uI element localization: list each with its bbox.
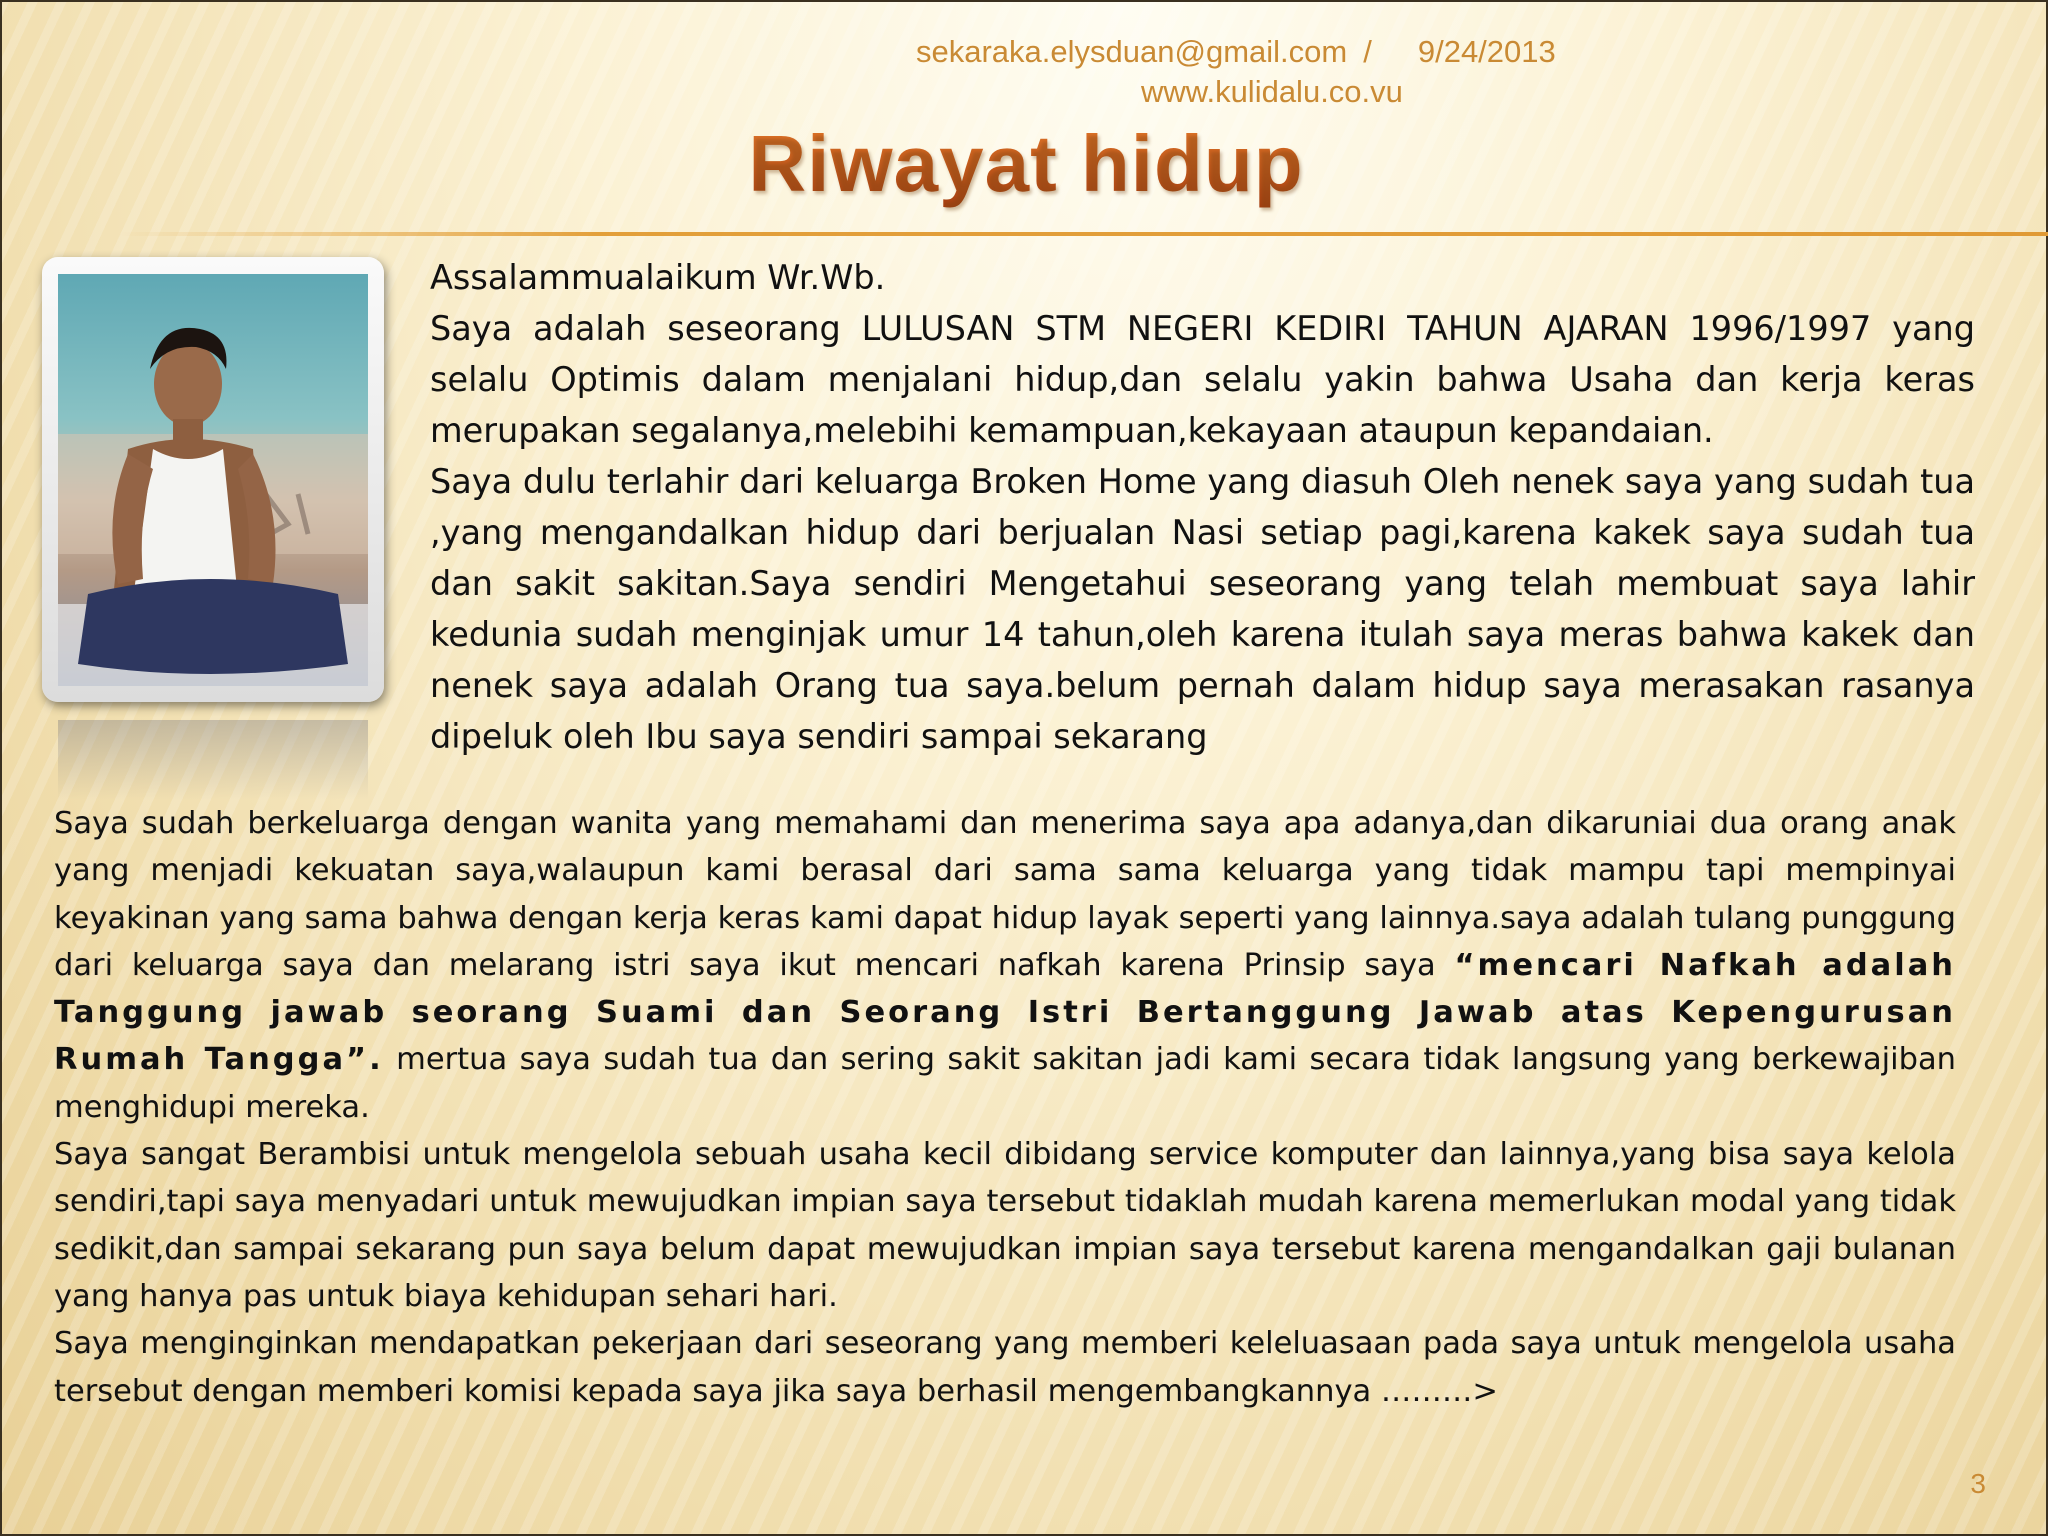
intro-paragraph-2: Saya dulu terlahir dari keluarga Broken Home yang diasuh Oleh nenek saya yang sudah tua ,yang mengandalkan hidup dari berjualan Nasi setiap pagi,karena kakek saya sudah tua dan sakit sakitan.Saya sendiri Mengetahui seseorang yang telah membuat saya lahir kedunia sudah menginjak umur 14 tahun,oleh karena itulah saya meras bahwa kakek dan nenek saya adalah Orang tua saya.belum pernah dalam hidup saya merasakan rasanya dipeluk oleh Ibu saya sendiri sampai sekarang (430, 462, 1975, 756)
person-photo-illustration (58, 274, 368, 686)
body-text-block (54, 800, 1956, 1415)
slide-title: Riwayat hidup (748, 119, 1304, 208)
wish-paragraph: Saya menginginkan mendapatkan pekerjaan dari seseorang yang memberi keleluasaan pada saya untuk mengelola usaha tersebut dengan memberi komisi kepada saya jika saya berhasil mengembangkannya ………> (54, 1326, 1956, 1409)
page-number: 3 (1970, 1468, 1986, 1499)
greeting: Assalammualaikum Wr.Wb. (430, 258, 886, 297)
header-email: sekaraka.elysduan@gmail.com (916, 34, 1348, 69)
header-separator: / (1363, 34, 1372, 69)
family-text-after: mertua saya sudah tua dan sering sakit sakitan jadi kami secara tidak langsung yang berkewajiban menghidupi mereka. (54, 1042, 1956, 1125)
intro-paragraph-1: Saya adalah seseorang LULUSAN STM NEGERI KEDIRI TAHUN AJARAN 1996/1997 yang selalu Optimis dalam menjalani hidup,dan selalu yakin bahwa Usaha dan kerja keras merupakan segalanya,melebihi kemampuan,kekayaan ataupun kepandaian. (430, 309, 1975, 450)
family-text-before: Saya sudah berkeluarga dengan wanita yang memahami dan menerima saya apa adanya,dan dikaruniai dua orang anak yang menjadi kekuatan saya,walaupun kami berasal dari sama sama keluarga yang tidak mampu tapi mempinyai keyakinan yang sama bahwa dengan kerja keras kami dapat hidup layak seperti yang lainnya.saya adalah tulang punggung dari keluarga saya dan melarang istri saya ikut mencari nafkah karena Prinsip saya (54, 806, 1956, 983)
header-date: 9/24/2013 (1417, 34, 1556, 69)
header-contact (916, 34, 1676, 70)
ambition-paragraph: Saya sangat Berambisi untuk mengelola sebuah usaha kecil dibidang service komputer dan lainnya,yang bisa saya kelola sendiri,tapi saya menyadari untuk mewujudkan impian saya tersebut tidaklah mudah karena memerlukan modal yang tidak sedikit,dan sampai sekarang pun saya belum dapat mewujudkan impian saya tersebut karena mengandalkan gaji bulanan yang hanya pas untuk biaya kehidupan sehari hari. (54, 1137, 1956, 1314)
profile-photo-frame (42, 257, 384, 702)
family-principle-quote: “mencari Nafkah adalah Tanggung jawab seorang Suami dan Seorang Istri Bertanggung Jawab atas Kepengurusan Rumah Tangga”. (54, 947, 1957, 1078)
slide-title-wrap (0, 118, 2048, 210)
header-website: www.kulidalu.co.vu (1141, 74, 1403, 109)
title-underline (120, 232, 2048, 236)
family-paragraph (54, 800, 1956, 1131)
intro-text-block (430, 252, 1975, 762)
profile-photo (58, 274, 368, 686)
photo-reflection (58, 720, 368, 800)
